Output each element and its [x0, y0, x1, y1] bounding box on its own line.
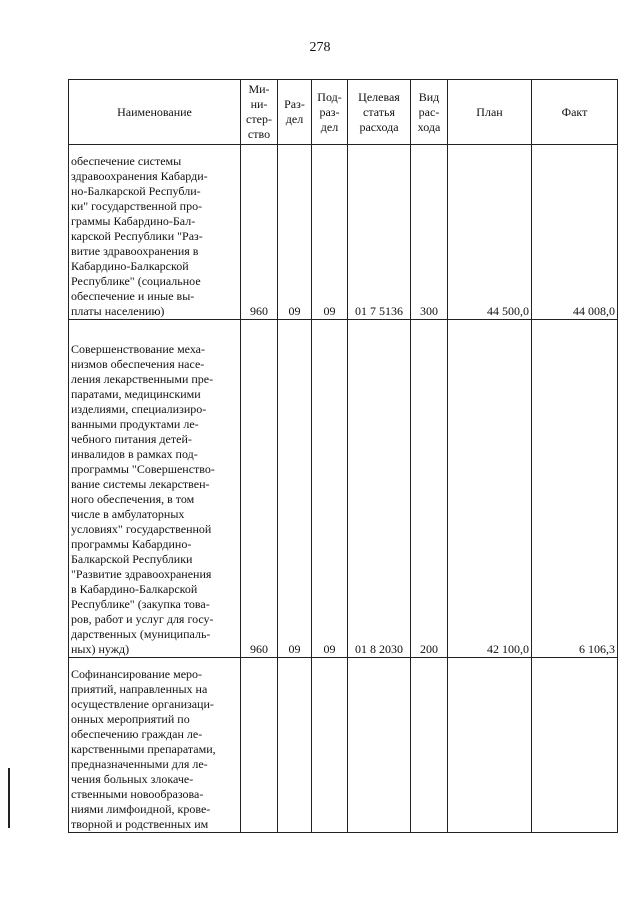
row-expense-type: 300	[411, 145, 448, 320]
row-plan	[448, 658, 532, 833]
row-subsection: 09	[312, 145, 348, 320]
table-row	[69, 320, 618, 658]
table-row	[69, 658, 618, 833]
row-section	[278, 658, 312, 833]
row-fact: 6 106,3	[532, 320, 618, 658]
row-section: 09	[278, 145, 312, 320]
table-header-row	[69, 80, 618, 145]
header-target-article: Целевая статья расхода	[348, 80, 411, 145]
row-name: обеспечение системы здравоохранения Кабарди- но-Балкарской Республи- ки" государственной про- граммы Кабардино-Бал- карской Республики "Раз- витие здравоохранения в Кабардино-Балкарской Республике" (социальное обеспечение и иные вы- платы населению)	[69, 145, 241, 320]
header-plan: План	[448, 80, 532, 145]
row-subsection: 09	[312, 320, 348, 658]
page-number: 278	[309, 40, 331, 55]
row-ministry	[241, 658, 278, 833]
header-expense-type: Вид рас- хода	[411, 80, 448, 145]
row-name: Софинансирование меро- приятий, направленных на осуществление организаци- онных мероприятий по обеспечению граждан ле- карственными препаратами, предназначенными для ле- чения больных злокаче- ственными новообразова- ниями лимфоидной, крове- творной и родственных им	[69, 658, 241, 833]
row-target-article	[348, 658, 411, 833]
row-plan: 44 500,0	[448, 145, 532, 320]
header-name: Наименование	[69, 80, 241, 145]
row-expense-type: 200	[411, 320, 448, 658]
row-fact	[532, 658, 618, 833]
row-fact: 44 008,0	[532, 145, 618, 320]
row-section: 09	[278, 320, 312, 658]
row-name: Совершенствование меха- низмов обеспечения насе- ления лекарственными пре- паратами, медицинскими изделиями, специализиро- ванными продуктами ле- чебного питания детей- инвалидов в рамках под- программы "Совершенство- вание системы лекарствен- ного обеспечения, в том числе в амбулаторных условиях" государственной программы Кабардино- Балкарской Республики "Развитие здравоохранения в Кабардино-Балкарской Республике" (закупка това- ров, работ и услуг для госу- дарственных (муниципаль- ных) нужд)	[69, 320, 241, 658]
budget-table	[68, 79, 618, 833]
table-row	[69, 145, 618, 320]
header-section: Раз- дел	[278, 80, 312, 145]
row-target-article: 01 8 2030	[348, 320, 411, 658]
row-target-article: 01 7 5136	[348, 145, 411, 320]
header-ministry: Ми- ни- стер- ство	[241, 80, 278, 145]
row-subsection	[312, 658, 348, 833]
row-ministry: 960	[241, 145, 278, 320]
scan-edge-mark	[8, 768, 10, 828]
row-plan: 42 100,0	[448, 320, 532, 658]
header-subsection: Под- раз- дел	[312, 80, 348, 145]
row-expense-type	[411, 658, 448, 833]
header-fact: Факт	[532, 80, 618, 145]
row-ministry: 960	[241, 320, 278, 658]
